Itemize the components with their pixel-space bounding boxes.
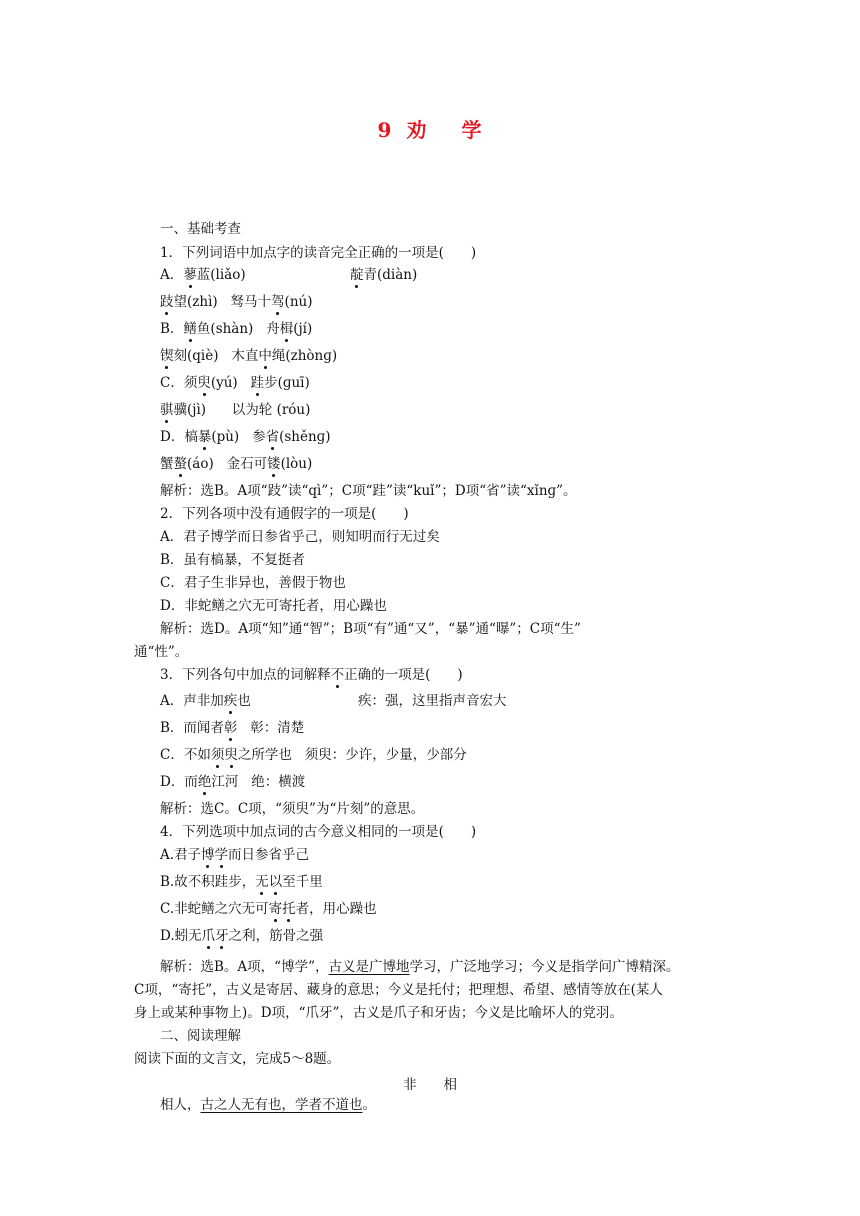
question-4-answer: 解析：选B。A项，“博学”，古义是广博地学习，广泛地学习；今义是指学问广博精深。 [160, 959, 680, 975]
question-4-option-c: C.非蛇鳝之穴无可寄托者，用心躁也 [160, 901, 377, 917]
question-3-stem: 3．下列各句中加点的词解释不正确的一项是( ) [160, 667, 463, 683]
question-4-option-b: B.故不积跬步，无以至千里 [160, 874, 323, 890]
section-heading-reading: 二、阅读理解 [160, 1028, 241, 1044]
question-4-stem: 4．下列选项中加点词的古今意义相同的一项是( ) [160, 824, 477, 840]
question-4-option-a: A.君子博学而日参省乎己 [160, 847, 310, 863]
question-2-option-c: C．君子生非异也，善假于物也 [160, 575, 346, 591]
page-title: 9 劝 学 [377, 118, 483, 142]
passage-title: 非 相 [403, 1077, 457, 1093]
question-2-option-d: D．非蛇鳝之穴无可寄托者，用心躁也 [160, 598, 387, 614]
question-2-answer: 解析：选D。A项“知”通“智”；B项“有”通“又”，“暴”通“曝”；C项“生” [160, 621, 581, 637]
reading-instructions: 阅读下面的文言文，完成5～8题。 [134, 1051, 341, 1067]
question-2-answer-cont: 通“性”。 [134, 644, 189, 660]
question-1-answer: 解析：选B。A项“跂”读“qì”；C项“跬”读“kuǐ”；D项“省”读“xǐnɡ”。 [160, 483, 577, 499]
question-2-option-a: A．君子博学而日参省乎己，则知明而行无过矣 [160, 529, 440, 545]
question-1-option-b-line2: 锲刻(qiè) 木直中绳(zhònɡ) [160, 348, 338, 364]
question-1-option-a-line2: 跂望(zhì) 驽马十驾(nú) [160, 294, 313, 310]
question-4-option-d: D.蚓无爪牙之利，筋骨之强 [160, 928, 324, 944]
question-1-option-b-line1: B．鳝鱼(shàn) 舟楫(jí) [160, 321, 313, 337]
question-3-option-c: C．不如须臾之所学也 须臾：少许，少量，少部分 [160, 747, 467, 763]
section-heading-basic: 一、基础考查 [160, 221, 241, 237]
question-1-option-d-line1: D．槁暴(pù) 参省(shěnɡ) [160, 429, 331, 445]
question-4-answer-cont1: C项，“寄托”，古义是寄居、藏身的意思；今义是托付；把理想、希望、感情等放在(某人 [134, 982, 663, 998]
question-1-option-c-line2: 骐骥(jì) 以为轮 (róu) [160, 402, 311, 418]
question-2-option-b: B．虽有槁暴，不复挺者 [160, 552, 305, 568]
question-1-option-d-line2: 蟹螯(áo) 金石可镂(lòu) [160, 456, 313, 472]
question-3-option-a: A．声非加疾也 疾：强，这里指声音宏大 [160, 693, 507, 709]
question-3-option-d: D．而绝江河 绝：横渡 [160, 774, 306, 790]
question-1-option-a-line1: A．蓼蓝(liǎo) 靛青(diàn) [160, 267, 418, 283]
question-3-option-b: B．而闻者彰 彰：清楚 [160, 720, 305, 736]
passage-line: 相人，古之人无有也，学者不道也。 [160, 1097, 376, 1113]
question-2-stem: 2．下列各项中没有通假字的一项是( ) [160, 506, 409, 522]
question-1-option-c-line1: C．须臾(yú) 跬步(ɡuī) [160, 375, 310, 391]
question-1-stem: 1．下列词语中加点字的读音完全正确的一项是( ) [160, 245, 477, 261]
question-4-answer-cont2: 身上或某种事物上)。D项，“爪牙”，古义是爪子和牙齿；今义是比喻坏人的党羽。 [134, 1005, 623, 1021]
question-3-answer: 解析：选C。C项，“须臾”为“片刻”的意思。 [160, 801, 425, 817]
